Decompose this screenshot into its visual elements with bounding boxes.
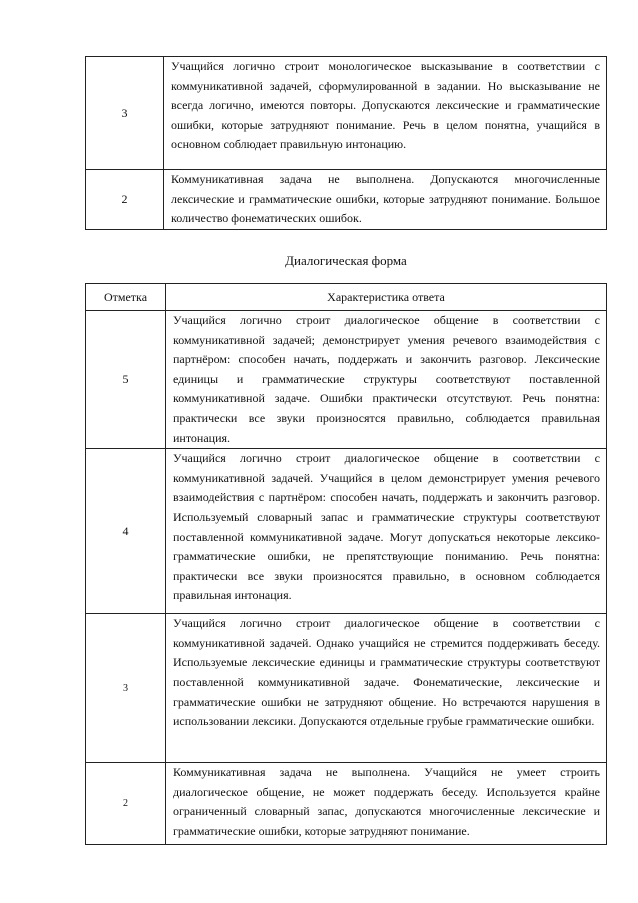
table-row — [86, 763, 607, 845]
column-header-description: Характеристика ответа — [166, 284, 607, 311]
description-cell: Учащийся логично строит монологическое высказывание в соответствии с коммуникативной задачей, сформулированной в задании. Но высказывание не всегда логично, имеются повторы. Допускаются лексические и грамматические ошибки, которые затрудняют понимание. Речь в целом понятна, учащийся в основном соблюдает правильную интонацию. — [164, 57, 607, 170]
table-row — [86, 614, 607, 763]
description-cell: Учащийся логично строит диалогическое общение в соответствии с коммуникативной задачей. Учащийся в целом демонстрирует умения речевого взаимодействия с партнёром: способен начать, поддержать и закончить разговор. Используемый словарный запас и грамматические структуры соответствуют поставленной коммуникативной задаче. Могут допускаться некоторые лексико-грамматические ошибки, не препятствующие пониманию. Речь понятна: практически все звуки произносятся правильно, в основном соблюдается правильная интонация. — [166, 449, 607, 614]
description-cell: Учащийся логично строит диалогическое общение в соответствии с коммуникативной задачей. Однако учащийся не стремится поддерживать беседу. Используемые лексические единицы и грамматические структуры соответствуют поставленной коммуникативной задаче. Фонематические, лексические и грамматические ошибки не затрудняют общение. Но встречаются нарушения в использовании лексики. Допускаются отдельные грубые грамматические ошибки. — [166, 614, 607, 763]
table-row — [86, 57, 607, 170]
mark-cell: 5 — [86, 311, 166, 449]
table-row — [86, 449, 607, 614]
mark-cell: 2 — [86, 170, 164, 230]
table-row — [86, 311, 607, 449]
column-header-mark: Отметка — [86, 284, 166, 311]
mark-cell: 2 — [86, 763, 166, 845]
mark-cell: 4 — [86, 449, 166, 614]
table-row — [86, 170, 607, 230]
description-cell: Коммуникативная задача не выполнена. Допускаются многочисленные лексические и грамматические ошибки, которые затрудняют понимание. Большое количество фонематических ошибок. — [164, 170, 607, 230]
description-cell: Коммуникативная задача не выполнена. Учащийся не умеет строить диалогическое общение, не может поддержать беседу. Используется крайне ограниченный словарный запас, допускаются многочисленные лексические и грамматические ошибки, которые затрудняют понимание. — [166, 763, 607, 845]
description-cell: Учащийся логично строит диалогическое общение в соответствии с коммуникативной задачей; демонстрирует умения речевого взаимодействия с партнёром: способен начать, поддержать и закончить разговор. Лексические единицы и грамматические структуры соответствуют поставленной коммуникативной задаче. Ошибки практически отсутствуют. Речь понятна: практически все звуки произносятся правильно, соблюдается правильная интонация. — [166, 311, 607, 449]
mark-cell: 3 — [86, 57, 164, 170]
monologue-grading-table — [85, 56, 607, 230]
section-heading: Диалогическая форма — [285, 253, 407, 268]
dialogue-grading-table — [85, 283, 607, 845]
table-header-row — [86, 284, 607, 311]
mark-cell: 3 — [86, 614, 166, 763]
